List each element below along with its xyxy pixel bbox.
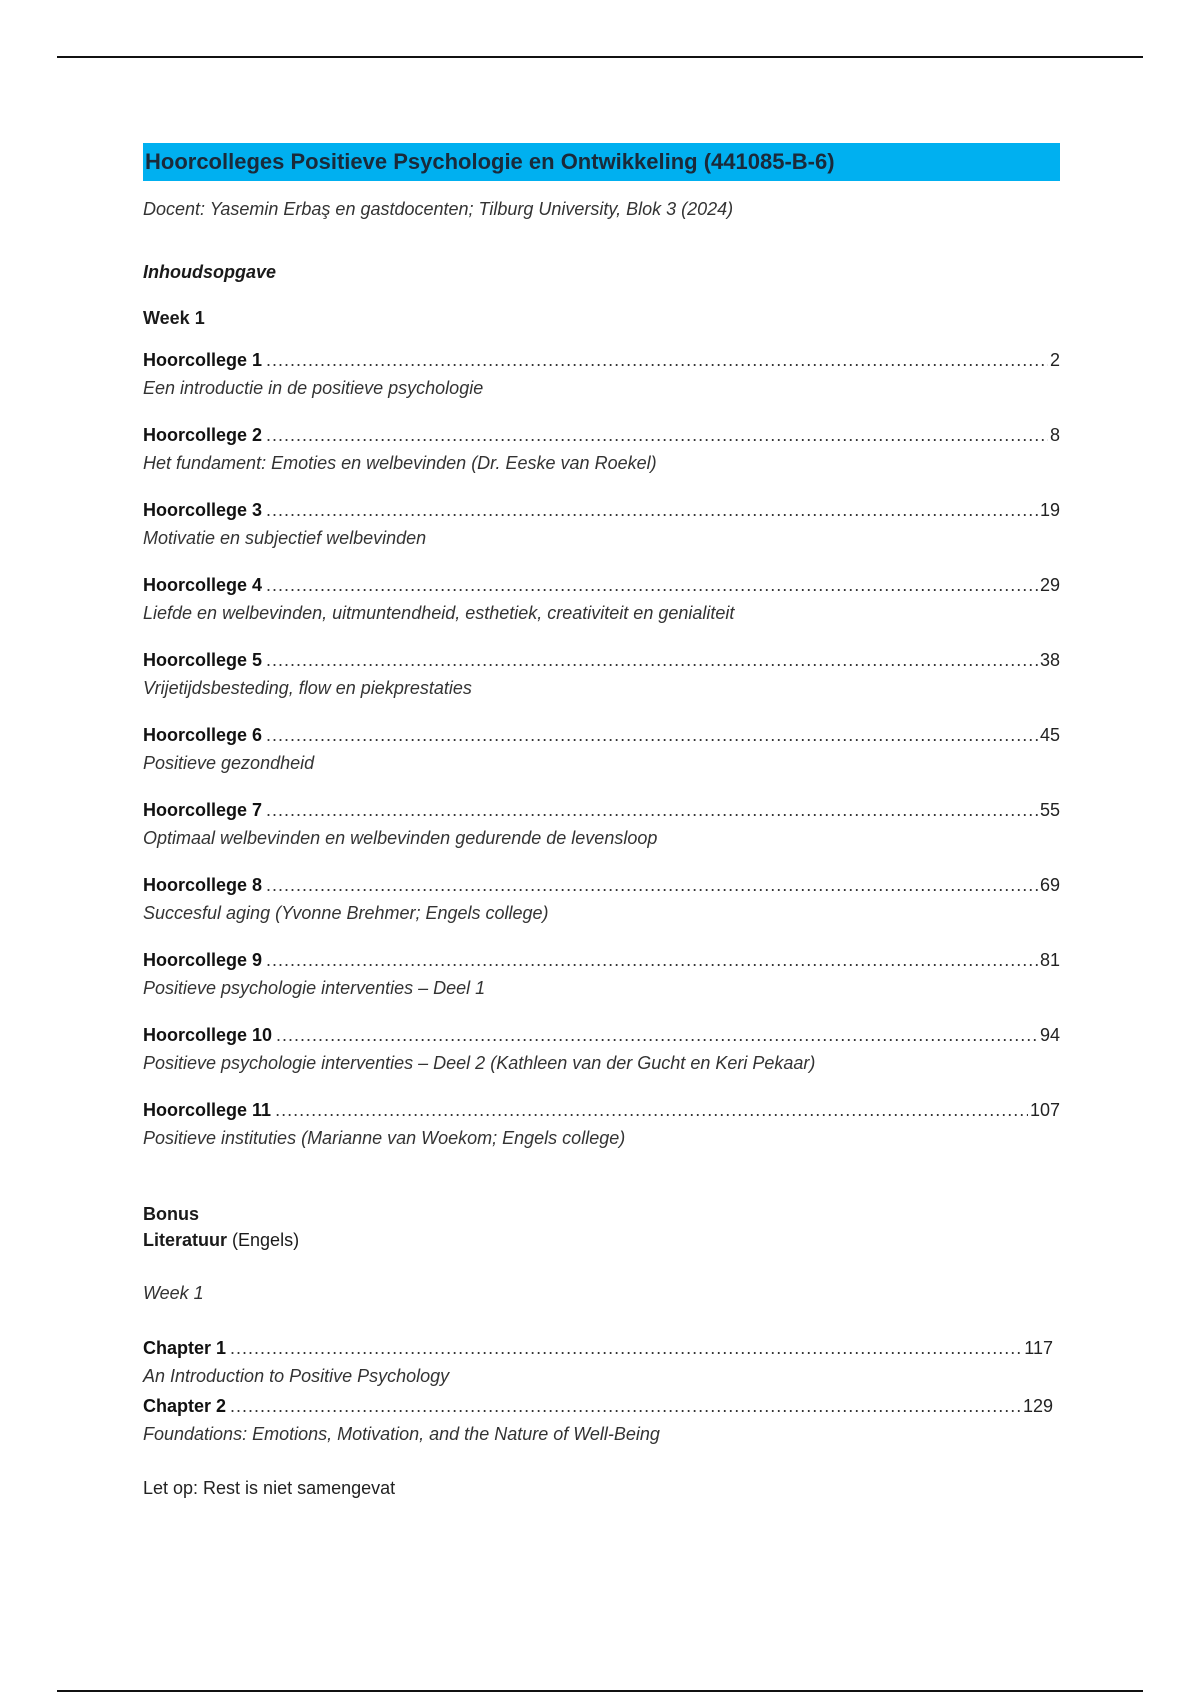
toc-entry-subtitle: Succesful aging (Yvonne Brehmer; Engels college) bbox=[143, 903, 549, 923]
toc-entry-label: Hoorcollege 5 bbox=[143, 650, 263, 670]
chapter-list bbox=[143, 1336, 1060, 1447]
toc-entry-page: 69 bbox=[1039, 875, 1060, 895]
dot-leader bbox=[266, 423, 1048, 448]
toc-entry-subtitle: Optimaal welbevinden en welbevinden gedurende de levensloop bbox=[143, 828, 658, 848]
document-title: Hoorcolleges Positieve Psychologie en Ontwikkeling (441085-B-6) bbox=[145, 149, 835, 174]
toc-entry-8[interactable] bbox=[143, 873, 1060, 926]
toc-entry-7[interactable] bbox=[143, 798, 1060, 851]
dot-leader bbox=[275, 1098, 1028, 1123]
toc-entry-label: Hoorcollege 9 bbox=[143, 950, 263, 970]
chapter-subtitle: An Introduction to Positive Psychology bbox=[143, 1366, 450, 1386]
chapter-entry-2[interactable] bbox=[143, 1394, 1060, 1447]
dot-leader bbox=[266, 498, 1038, 523]
toc-entry-page: 107 bbox=[1029, 1100, 1060, 1120]
chapter-page: 129 bbox=[1022, 1396, 1053, 1416]
toc-entry-subtitle: Een introductie in de positieve psychologie bbox=[143, 378, 484, 398]
toc-entry-3[interactable] bbox=[143, 498, 1060, 551]
toc-entry-label: Hoorcollege 11 bbox=[143, 1100, 272, 1120]
toc-heading: Inhoudsopgave bbox=[143, 262, 277, 282]
toc-entry-label: Hoorcollege 6 bbox=[143, 725, 263, 745]
toc-entry-subtitle: Liefde en welbevinden, uitmuntendheid, esthetiek, creativiteit en genialiteit bbox=[143, 603, 735, 623]
dot-leader bbox=[230, 1336, 1022, 1361]
literature-line bbox=[143, 1227, 1060, 1253]
top-rule bbox=[57, 56, 1143, 58]
toc-entry-label: Hoorcollege 8 bbox=[143, 875, 263, 895]
toc-entry-label: Hoorcollege 1 bbox=[143, 350, 263, 370]
chapter-label: Chapter 2 bbox=[143, 1396, 227, 1416]
literature-note: (Engels) bbox=[232, 1230, 300, 1250]
toc-entry-subtitle: Positieve psychologie interventies – Deel 1 bbox=[143, 978, 486, 998]
toc-entry-label: Hoorcollege 10 bbox=[143, 1025, 273, 1045]
dot-leader bbox=[266, 873, 1038, 898]
not-summarized-note: Let op: Rest is niet samengevat bbox=[143, 1478, 396, 1498]
toc-entry-label: Hoorcollege 3 bbox=[143, 500, 263, 520]
chapter-page: 117 bbox=[1024, 1338, 1053, 1358]
dot-leader bbox=[266, 573, 1038, 598]
toc-entry-page: 38 bbox=[1039, 650, 1060, 670]
document-subtitle: Docent: Yasemin Erbaş en gastdocenten; Tilburg University, Blok 3 (2024) bbox=[143, 199, 734, 219]
toc-entry-subtitle: Vrijetijdsbesteding, flow en piekprestaties bbox=[143, 678, 472, 698]
bottom-rule bbox=[57, 1690, 1143, 1692]
toc-entry-page: 2 bbox=[1049, 350, 1060, 370]
toc-entry-subtitle: Het fundament: Emoties en welbevinden (Dr. Eeske van Roekel) bbox=[143, 453, 657, 473]
toc-entry-subtitle: Motivatie en subjectief welbevinden bbox=[143, 528, 427, 548]
title-bar bbox=[143, 143, 1060, 181]
toc-entry-subtitle: Positieve psychologie interventies – Deel 2 (Kathleen van der Gucht en Keri Pekaar) bbox=[143, 1053, 816, 1073]
dot-leader bbox=[266, 798, 1038, 823]
literature-week: Week 1 bbox=[143, 1283, 204, 1303]
dot-leader bbox=[266, 948, 1038, 973]
toc-list bbox=[143, 348, 1060, 1151]
toc-entry-label: Hoorcollege 2 bbox=[143, 425, 263, 445]
dot-leader bbox=[230, 1394, 1021, 1419]
toc-entry-page: 81 bbox=[1039, 950, 1060, 970]
toc-entry-1[interactable] bbox=[143, 348, 1060, 401]
toc-entry-subtitle: Positieve gezondheid bbox=[143, 753, 315, 773]
toc-entry-page: 45 bbox=[1039, 725, 1060, 745]
bonus-title: Bonus bbox=[143, 1204, 199, 1224]
toc-entry-6[interactable] bbox=[143, 723, 1060, 776]
toc-entry-11[interactable] bbox=[143, 1098, 1060, 1151]
toc-entry-page: 94 bbox=[1039, 1025, 1060, 1045]
dot-leader bbox=[266, 348, 1048, 373]
toc-entry-10[interactable] bbox=[143, 1023, 1060, 1076]
toc-entry-4[interactable] bbox=[143, 573, 1060, 626]
toc-entry-page: 19 bbox=[1039, 500, 1060, 520]
toc-entry-5[interactable] bbox=[143, 648, 1060, 701]
toc-entry-label: Hoorcollege 4 bbox=[143, 575, 263, 595]
dot-leader bbox=[276, 1023, 1038, 1048]
toc-entry-page: 8 bbox=[1049, 425, 1060, 445]
week-heading: Week 1 bbox=[143, 308, 205, 328]
toc-entry-label: Hoorcollege 7 bbox=[143, 800, 263, 820]
toc-entry-subtitle: Positieve instituties (Marianne van Woekom; Engels college) bbox=[143, 1128, 626, 1148]
chapter-entry-1[interactable] bbox=[143, 1336, 1060, 1389]
dot-leader bbox=[266, 648, 1038, 673]
bonus-section bbox=[143, 1201, 1060, 1253]
toc-entry-page: 55 bbox=[1039, 800, 1060, 820]
toc-entry-page: 29 bbox=[1039, 575, 1060, 595]
chapter-label: Chapter 1 bbox=[143, 1338, 227, 1358]
document-body bbox=[143, 143, 1060, 1501]
chapter-subtitle: Foundations: Emotions, Motivation, and the Nature of Well-Being bbox=[143, 1424, 660, 1444]
dot-leader bbox=[266, 723, 1038, 748]
toc-entry-2[interactable] bbox=[143, 423, 1060, 476]
literature-label: Literatuur bbox=[143, 1230, 228, 1250]
toc-entry-9[interactable] bbox=[143, 948, 1060, 1001]
